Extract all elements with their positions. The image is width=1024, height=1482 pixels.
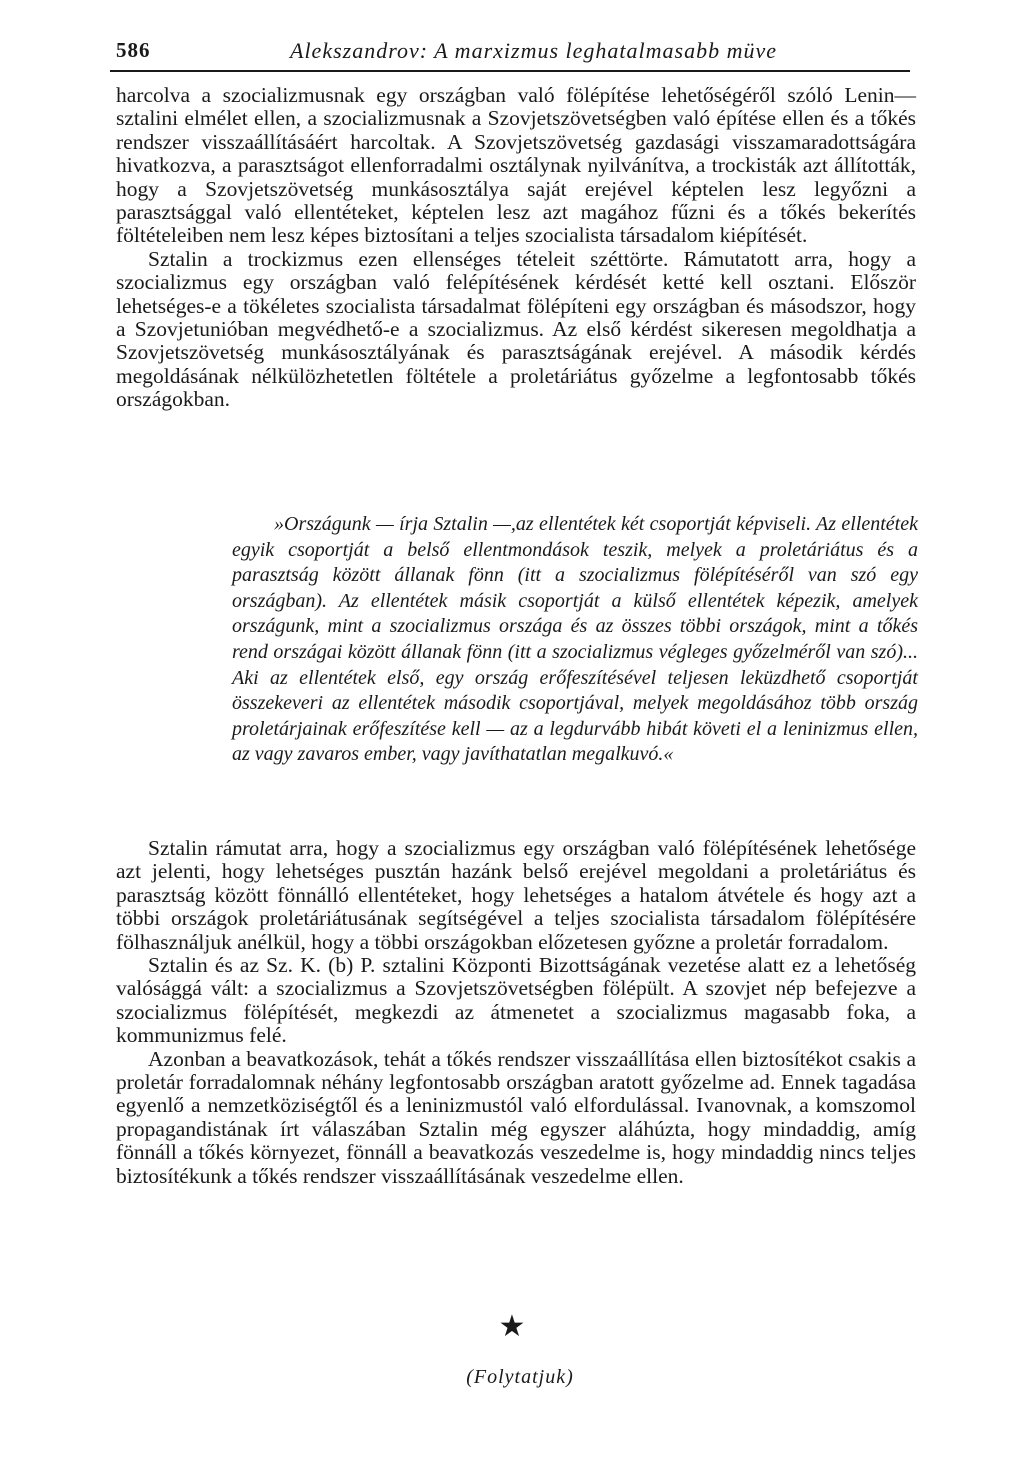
stalin-quote: »Országunk — írja Sztalin —,az ellentétek két csoportját képviseli. Az ellentétek egyik csoportját a belső ellentmondások teszik, melyek a proletáriátus és a parasztság között állanak fönn (itt a szocializmus fölépítéséről van szó egy országban). Az ellentétek másik csoportját a külső ellentétek képezik, amelyek országunk, mint a szocializmus országa és az összes többi országok, mint a tőkés rend országai között állanak fönn (itt a szocializmus végleges győzelméről van szó)... Aki az ellentétek első, egy ország erőfeszítésével teljesen leküzdhető csoportját összekeveri az ellentétek második csoportjával, melyek megoldásához több ország proletárjainak erőfeszítése kell — az a legdurvább hibát követi el a leninizmus ellen, az vagy zavaros ember, vagy javíthatatlan megalkuvó.«	[232, 513, 918, 766]
paragraph-5: Azonban a beavatkozások, tehát a tőkés rendszer visszaállítása ellen biztosítékot csakis a proletár forradalomnak néhány legfontosabb országban aratott győzelme ad. Ennek tagadása egyenlő a nemzetköziségtől és a leninizmustól való elfordulással. Ivanovnak, a komszomol propagandistának írt válaszában Sztalin még egyszer aláhúzta, hogy mindaddig, amíg fönnáll a tőkés környezet, fönnáll a beavatkozás veszedelme is, hogy mindaddig nincs teljes biztosítékunk a tőkés rendszer visszaállításának veszedelme ellen.	[116, 1046, 916, 1188]
continued-note: (Folytatjuk)	[466, 1366, 574, 1388]
star-ornament-icon: ★	[498, 1310, 526, 1343]
body-text-top	[116, 84, 916, 412]
running-title: Alekszandrov: A marxizmus leghatalmasabb müve	[290, 38, 777, 63]
paragraph-4: Sztalin és az Sz. K. (b) P. sztalini Központi Bizottságának vezetése alatt ez a lehetőség valósággá vált: a szocializmus a Szovjetszövetségben fölépült. A szovjet nép befejezve a szocializmus fölépítését, megkezdi az átmenetet a szocializmus magasabb foka, a kommunizmus felé.	[116, 953, 916, 1048]
header-rule	[110, 70, 910, 72]
paragraph-1: harcolva a szocializmusnak egy országban való fölépítése lehetőségéről szóló Lenin—sztalini elmélet ellen, a szocializmusnak a Szovjetszövetségben való építése ellen és a tőkés rendszer visszaállításáért harcoltak. A Szovjetszövetség gazdasági visszamaradottságára hivatkozva, a parasztságot ellenforradalmi osztálynak nyilvánítva, a trockisták azt állították, hogy a Szovjetszövetség munkásosztálya saját erejével képtelen lesz legyőzni a parasztsággal való ellentéteket, képtelen lesz azt magához fűzni és a tőkés bekerítés föltételeiben nem lesz képes biztosítani a teljes szocialista társadalom kiépítését.	[116, 83, 916, 248]
page-header	[110, 38, 920, 68]
body-text-bottom	[116, 837, 916, 1188]
page-number: 586	[116, 38, 151, 62]
paragraph-2: Sztalin a trockizmus ezen ellenséges tételeit széttörte. Rámutatott arra, hogy a szocializmus egy országban való felépítésének kérdését ketté kell osztani. Először lehetséges-e a tökéletes szocialista társadalmat fölépíteni egy országban és másodszor, hogy a Szovjetunióban megvédhető-e a szocializmus. Az első kérdést sikeresen megoldhatja a Szovjetszövetség munkásosztályának és parasztságának erejével. A második kérdés megoldásának nélkülözhetetlen föltétele a proletáriátus győzelme a legfontosabb tőkés országokban.	[116, 246, 916, 412]
paragraph-3: Sztalin rámutat arra, hogy a szocializmus egy országban való fölépítésének lehetősége azt jelenti, hogy lehetséges pusztán hazánk belső erejével megoldani a proletáriátus és parasztság között fönnálló ellentéteket, hogy lehetséges a hatalom átvétele és hogy azt a többi országok proletáriátusának segítségével a teljes szocialista társadalom fölépítésére fölhasználjuk anélkül, hogy a többi országokban előzetesen győzne a proletár forradalom.	[116, 836, 916, 954]
